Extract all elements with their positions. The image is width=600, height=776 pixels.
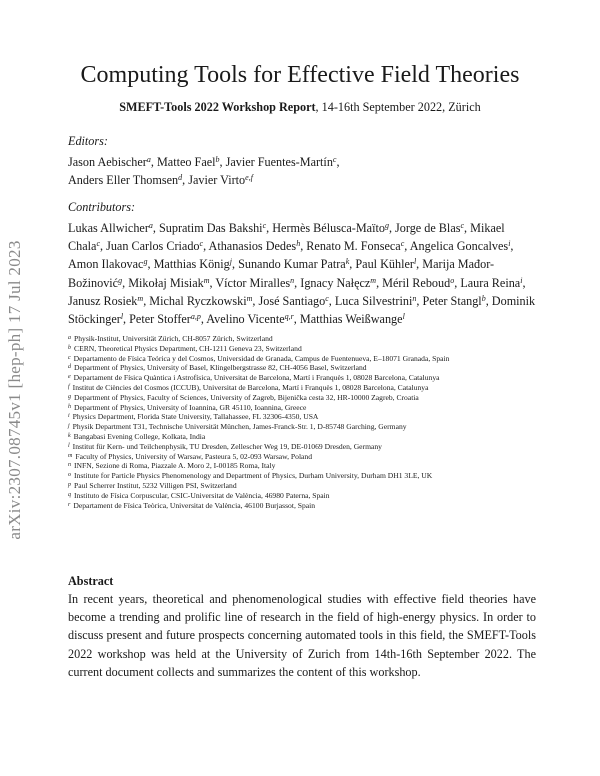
editor-name — [157, 155, 220, 169]
affiliation-marker: c — [332, 155, 337, 164]
person-name: Michal Ryczkowski — [149, 293, 247, 308]
person-name: Anders Eller Thomsen — [68, 173, 179, 188]
affiliation-marker: c — [325, 293, 329, 303]
affiliation-marker: a — [148, 221, 153, 230]
affiliation-item — [68, 481, 538, 491]
person-name: Matteo Fael — [156, 155, 216, 169]
affiliation-item — [68, 432, 538, 442]
affiliation-marker: i — [508, 239, 511, 249]
person-name: Paul Kühler — [355, 257, 414, 272]
person-name: José Santiago — [258, 293, 326, 308]
affiliation-item — [68, 354, 538, 364]
affiliation-item — [68, 334, 538, 344]
affiliation-marker: b — [481, 293, 486, 303]
arxiv-id: arXiv:2307.08745v1 [hep-ph] 17 Jul 2023 — [5, 240, 24, 540]
affiliation-marker: d — [68, 364, 71, 371]
contributor-name — [395, 221, 464, 235]
affiliation-marker: l — [68, 442, 70, 449]
affiliation-text: Instituto de Física Corpuscular, CSIC-Universitat de València, 46980 Paterna, Spain — [74, 490, 330, 500]
affiliation-text: Physik Department T31, Technische Universität München, James-Franck-Str. 1, D-85748 Garching, Germany — [72, 422, 407, 432]
affiliation-marker: g — [143, 257, 148, 267]
contributor-name — [272, 221, 389, 235]
person-name: Athanasios Dedes — [208, 239, 297, 254]
affiliation-text: Institut de Ciències del Cosmos (ICCUB), Universitat de Barcelona, Martí i Franquès 1, 08028 Barcelona, Catalunya — [72, 382, 429, 392]
contributor-name — [129, 312, 201, 326]
editors-list: Jason Aebischer$^a$, Matteo Fael$^b$, Javier Fuentes-Martín$^c$, Anders Eller Thomsen$^d$, Javier Virto$^{e,f}$ — [68, 155, 340, 188]
editors-label: Editors: — [68, 134, 108, 148]
person-name: Matthias Weißwange — [299, 312, 403, 327]
affiliations-list — [68, 334, 538, 510]
affiliation-marker: b — [215, 155, 220, 164]
contributor-name — [68, 257, 147, 271]
contributor-name — [259, 294, 329, 308]
affiliation-item — [68, 393, 538, 403]
affiliation-marker: a,p — [190, 312, 201, 322]
affiliation-marker: l — [120, 312, 124, 322]
affiliation-text: Department of Physics, University of Basel, Klingelbergstrasse 82, CH-4056 Basel, Switzerland — [74, 363, 367, 373]
person-name: Ignacy Nałęcz — [300, 275, 371, 290]
affiliation-marker: m — [246, 293, 253, 303]
affiliation-text: Departamento de Física Teórica y del Cosmos, Universidad de Granada, Campus de Fuentenueva, E–18071 Granada, Spain — [73, 353, 450, 363]
affiliation-marker: g — [384, 221, 389, 230]
person-name: Javier Fuentes-Martín — [225, 155, 333, 169]
affiliation-marker: g — [118, 275, 123, 285]
affiliation-item — [68, 383, 538, 393]
contributor-name — [382, 276, 454, 290]
contributor-name — [149, 294, 252, 308]
contributor-name — [335, 294, 417, 308]
affiliation-marker: m — [203, 275, 210, 285]
affiliation-text: CERN, Theoretical Physics Department, CH-1211 Geneva 23, Switzerland — [74, 343, 302, 353]
affiliation-marker: m — [370, 275, 377, 285]
affiliation-marker: k — [68, 432, 71, 439]
editor-name — [226, 155, 337, 169]
affiliation-marker: a — [68, 335, 71, 341]
affiliation-marker: e,f — [245, 173, 253, 183]
person-name: Hermès Bélusca-Maïto — [272, 221, 385, 235]
person-name: Marija Mađor-Božinović — [68, 257, 495, 290]
person-name: Méril Reboud — [382, 275, 451, 290]
affiliation-text: Department of Physics, Faculty of Sciences, University of Zagreb, Bijenička cesta 32, HR-10000 Zagreb, Croatia — [74, 392, 419, 402]
affiliation-marker: c — [199, 239, 204, 249]
affiliation-marker: p — [68, 481, 71, 488]
paper-title: Computing Tools for Effective Field Theories — [80, 62, 520, 88]
affiliation-marker: o — [450, 275, 455, 285]
affiliation-marker: j — [229, 257, 232, 267]
contributor-name — [355, 257, 416, 271]
person-name: Angelica Goncalves — [409, 239, 509, 254]
affiliation-marker: n — [412, 293, 417, 303]
person-name: Lukas Allwicher — [68, 221, 149, 235]
contributor-name — [128, 276, 209, 290]
contributor-name — [422, 294, 485, 308]
affiliation-marker: k — [345, 257, 350, 267]
person-name: Laura Reina — [460, 275, 521, 290]
contributor-name — [159, 221, 266, 235]
affiliation-text: Bangabasi Evening College, Kolkata, India — [73, 431, 206, 441]
contributor-name — [154, 257, 232, 271]
workshop-details: , 14-16th September 2022, Zürich — [315, 100, 481, 114]
person-name: Javier Virto — [188, 173, 246, 188]
affiliation-item — [68, 344, 538, 354]
affiliation-marker: c — [262, 221, 267, 230]
workshop-report-name: SMEFT-Tools 2022 Workshop Report — [119, 100, 316, 114]
affiliation-item — [68, 422, 538, 432]
affiliation-item — [68, 471, 538, 481]
affiliation-marker: b — [68, 344, 71, 351]
affiliation-marker: l — [402, 312, 405, 322]
person-name: Víctor Miralles — [215, 275, 291, 290]
person-name: Supratim Das Bakshi — [158, 221, 263, 235]
person-name: Luca Silvestrini — [334, 293, 413, 308]
affiliation-item — [68, 501, 538, 511]
contributor-name — [209, 239, 301, 253]
affiliation-marker: m — [68, 452, 73, 459]
affiliation-marker: e — [68, 374, 71, 381]
person-name: Juan Carlos Criado — [106, 239, 200, 254]
editor-name — [68, 155, 151, 169]
affiliation-marker: n — [68, 462, 71, 469]
contributor-name — [206, 312, 293, 326]
contributor-name — [68, 221, 153, 235]
affiliation-text: Departament de Física Quàntica i Astrofísica, Universitat de Barcelona, Martí i Franquès 1, 08028 Barcelona, Catalunya — [73, 373, 440, 383]
affiliation-item — [68, 461, 538, 471]
contributor-name — [300, 276, 376, 290]
person-name: Avelino Vicente — [206, 312, 285, 327]
abstract-heading: Abstract — [68, 574, 114, 588]
affiliation-marker: c — [68, 354, 71, 361]
paper-subtitle — [0, 100, 600, 115]
person-name: Mikołaj Misiak — [128, 275, 204, 290]
affiliation-text: Faculty of Physics, University of Warsaw, Pasteura 5, 02-093 Warsaw, Poland — [75, 451, 313, 461]
affiliation-text: Institut für Kern- und Teilchenphysik, TU Dresden, Zellescher Weg 19, DE-01069 Dresden, Germany — [72, 441, 382, 451]
affiliation-item — [68, 403, 538, 413]
contributor-name — [106, 239, 203, 253]
affiliation-marker: i — [68, 413, 70, 420]
contributor-name — [410, 239, 511, 253]
affiliation-marker: h — [296, 239, 301, 249]
affiliation-text: Departament de Física Teòrica, Universitat de València, 46100 Burjassot, Spain — [73, 500, 316, 510]
affiliation-marker: c — [400, 239, 405, 249]
affiliation-marker: c — [96, 239, 100, 249]
affiliation-text: Paul Scherrer Institut, 5232 Villigen PSI, Switzerland — [74, 480, 237, 490]
editor-name — [68, 173, 182, 187]
affiliation-marker: l — [413, 257, 417, 267]
affiliation-item — [68, 442, 538, 452]
person-name: Peter Stoffer — [129, 312, 191, 327]
contributor-name — [306, 239, 404, 253]
contributor-name — [460, 276, 522, 290]
affiliation-marker: q — [68, 491, 71, 498]
affiliation-marker: d — [178, 173, 183, 183]
affiliation-item — [68, 452, 538, 462]
contributors-list: Lukas Allwicher$^a$, Supratim Das Bakshi$^c$, Hermès Bélusca-Maïto$^g$, Jorge de Blas$^c$, Mikael Chala$^c$, Juan Carlos Criado$^c$, Athanasios Dedes$^h$, Renato M. Fonseca$^c$, Angelica Goncalves$^i$, Amon Ilakovac$^g$, Matthias König$^j$, Sunando Kumar Patra$^k$, Paul Kühler$^l$, Marija Mađor-Božinović$^g$, Mikołaj Misiak$^m$, Víctor Miralles$^n$, Ignacy Nałęcz$^m$, Méril Reboud$^o$, Laura Reina$^i$, Janusz Rosiek$^m$, Michal Ryczkowski$^m$, José Santiago$^c$, Luca Silvestrini$^n$, Peter Stangl$^b$, Dominik Stöckinger$^l$, Peter Stoffer$^{a,p}$, Avelino Vicente$^{q,r}$, Matthias Weißwange$^l$ — [68, 221, 536, 327]
affiliation-marker: f — [68, 383, 70, 390]
affiliation-marker: h — [68, 403, 71, 410]
affiliation-marker: r — [68, 501, 71, 508]
person-name: Amon Ilakovac — [68, 257, 144, 272]
affiliation-marker: q,r — [284, 312, 294, 322]
affiliation-text: Department of Physics, University of Ioannina, GR 45110, Ioannina, Greece — [74, 402, 307, 412]
contributor-name — [300, 312, 405, 326]
affiliation-marker: o — [68, 472, 71, 479]
person-name: Sunando Kumar Patra — [238, 257, 346, 272]
contributor-name — [238, 257, 349, 271]
person-name: Jorge de Blas — [395, 221, 461, 235]
person-name: Matthias König — [153, 257, 230, 272]
affiliation-text: Institute for Particle Physics Phenomenology and Department of Physics, Durham University, Durham DH1 3LE, UK — [74, 471, 433, 481]
contributors-label: Contributors: — [68, 200, 136, 214]
affiliation-item — [68, 412, 538, 422]
affiliation-marker: n — [290, 275, 295, 285]
affiliation-item — [68, 373, 538, 383]
affiliation-text: Physics Department, Florida State University, Tallahassee, FL 32306-4350, USA — [72, 412, 319, 422]
person-name: Renato M. Fonseca — [306, 239, 401, 254]
affiliation-marker: c — [460, 221, 465, 230]
contributor-name — [215, 276, 294, 290]
affiliation-marker: m — [137, 293, 144, 303]
abstract-text: In recent years, theoretical and phenomenological studies with effective field theories have become a trending and prolific line of research in the field of high-energy physics. In order to discuss present and future prospects concerning automated tools in this field, the SMEFT-Tools 2022 workshop was held at the University of Zurich from 14th-16th September 2022. The current document collects and summarizes the content of this workshop. — [68, 592, 536, 679]
affiliation-item — [68, 491, 538, 501]
affiliation-marker: g — [68, 393, 71, 400]
affiliation-marker: i — [520, 275, 523, 285]
affiliation-text: INFN, Sezione di Roma, Piazzale A. Moro 2, I-00185 Roma, Italy — [74, 461, 276, 471]
affiliation-marker: j — [68, 423, 70, 430]
arxiv-sidebar-stamp — [2, 200, 28, 580]
affiliation-marker: a — [146, 155, 151, 164]
editor-name — [188, 173, 253, 187]
affiliation-text: Physik-Institut, Universität Zürich, CH-8057 Zürich, Switzerland — [74, 334, 273, 343]
person-name: Dominik Stöckinger — [68, 293, 536, 327]
contributor-name — [68, 294, 143, 308]
person-name: Jason Aebischer — [68, 155, 147, 169]
affiliation-item — [68, 363, 538, 373]
person-name: Mikael Chala — [68, 221, 505, 254]
person-name: Janusz Rosiek — [68, 293, 138, 308]
person-name: Peter Stangl — [422, 293, 482, 308]
